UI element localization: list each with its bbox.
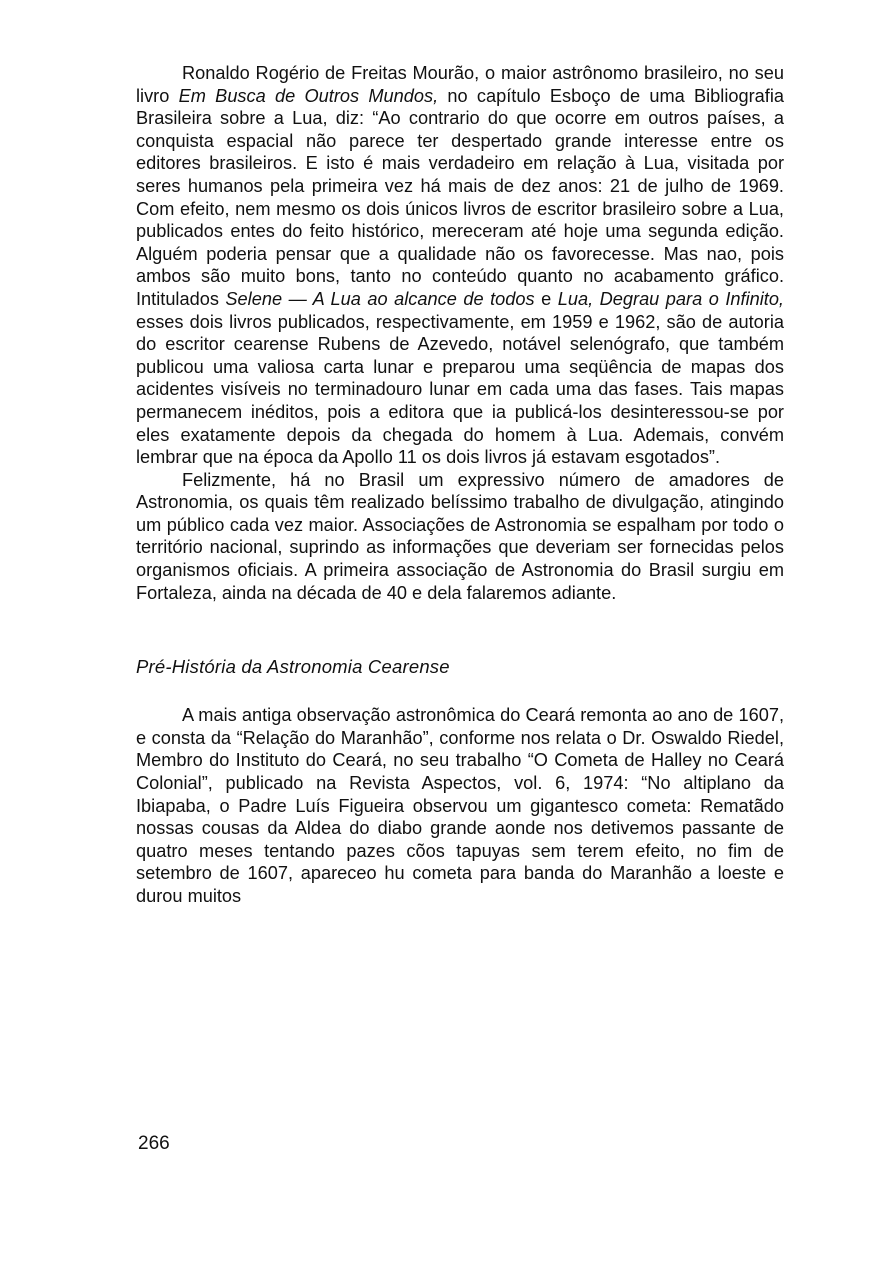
paragraph-1-text-c: e (534, 288, 558, 309)
paragraph-1-text-d: esses dois livros publicados, respectivamente, em 1959 e 1962, são de autoria do escritor cearense Rubens de Azevedo, notável selenógrafo, que também publicou uma valiosa carta lunar e preparou uma seqüência de mapas dos acidentes visíveis no terminadouro lunar em cada uma das fases. Tais mapas permanecem inéditos, pois a editora que ia publicá-los desinteressou-se por eles exatamente depois da chegada do homem à Lua. Ademais, convém lembrar que na época da Apollo 11 os dois livros já estavam esgotados”. (136, 311, 784, 468)
book-title-italic: Em Busca de Outros Mundos, (178, 85, 439, 106)
section-heading: Pré-História da Astronomia Cearense (136, 656, 450, 678)
paragraph-3: A mais antiga observação astronômica do Ceará remonta ao ano de 1607, e consta da “Relação do Maranhão”, conforme nos relata o Dr. Oswaldo Riedel, Membro do Instituto do Ceará, no seu trabalho “O Cometa de Halley no Ceará Colonial”, publicado na Revista Aspectos, vol. 6, 1974: “No altiplano da Ibiapaba, o Padre Luís Figueira observou um gigantesco cometa: Rematãdo nossas cousas da Aldea do diabo grande aonde nos detivemos passante de quatro meses tentando pazes cõos tapuyas sem terem efeito, no fim de setembro de 1607, apareceo hu cometa para banda do Maranhão a loeste e durou muitos (136, 705, 784, 906)
paragraph-1 (136, 62, 784, 469)
book-title-lua: Lua, Degrau para o Infinito, (557, 288, 784, 309)
paragraph-1-text-b: no capítulo Esboço de uma Bibliografia Brasileira sobre a Lua, diz: “Ao contrario do que ocorre em outros países, a conquista espacial não parece ter despertado grande interesse entre os editores brasileiros. E isto é mais verdadeiro em relação à Lua, visitada por seres humanos pela primeira vez há mais de dez anos: 21 de julho de 1969. Com efeito, nem mesmo os dois únicos livros de escritor brasileiro sobre a Lua, publicados entes do feito histórico, mereceram até hoje uma segunda edição. Alguém poderia pensar que a qualidade não os favorecesse. Mas nao, pois ambos são muito bons, tanto no conteúdo quanto no acabamento gráfico. Intitulados (136, 85, 784, 309)
paragraph-2: Felizmente, há no Brasil um expressivo número de amadores de Astronomia, os quais têm realizado belíssimo trabalho de divulgação, atingindo um público cada vez maior. Associações de Astronomia se espalham por todo o território nacional, suprindo as informações que deveriam ser fornecidas pelos organismos oficiais. A primeira associação de Astronomia do Brasil surgiu em Fortaleza, ainda na década de 40 e dela falaremos adiante. (136, 469, 784, 603)
paragraph-1-text-a: Ronaldo Rogério de Freitas Mourão, o maior astrônomo brasileiro, no seu livro (136, 63, 784, 106)
book-title-selene: Selene — A Lua ao alcance de todos (225, 288, 535, 309)
page-body (136, 62, 784, 908)
page-number: 266 (138, 1133, 170, 1154)
